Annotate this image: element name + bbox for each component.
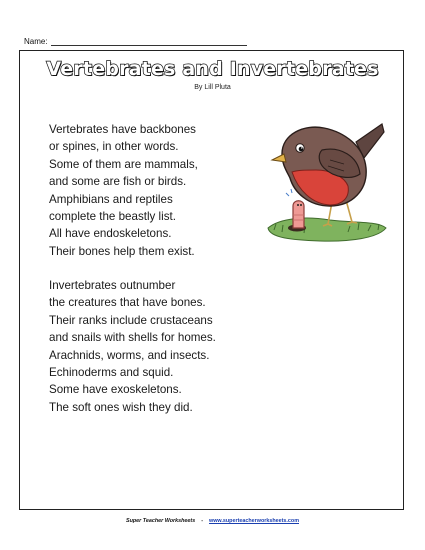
robin-beak-icon [272,154,286,162]
worksheet-footer [0,518,425,524]
name-blank-line[interactable] [51,37,247,46]
poem-line: All have endoskeletons. [49,227,172,241]
poem-line: and some are fish or birds. [49,175,187,189]
grass-patch-icon [268,218,386,241]
poem-byline: By Lill Pluta [194,84,231,91]
poem-line: Their bones help them exist. [49,244,195,258]
poem-line: Their ranks include crustaceans [49,313,213,327]
poem-line: Some of them are mammals, [49,157,198,171]
poem-line: Some have exoskeletons. [49,383,182,397]
poem-line: and snails with shells for homes. [49,331,216,345]
robin-and-worm-illustration [260,120,390,255]
stanza-one [49,121,198,260]
poem-line: The soft ones wish they did. [49,400,193,414]
poem-line: Amphibians and reptiles [49,192,173,206]
poem-title: Vertebrates and Invertebrates [46,58,379,80]
footer-separator: - [201,518,204,524]
footer-brand: Super Teacher Worksheets [126,518,196,524]
poem-line: Invertebrates outnumber [49,279,176,292]
poem-line: complete the beastly list. [49,210,176,224]
footer-website-link[interactable]: www.superteacherworksheets.com [209,518,299,524]
poem-line: or spines, in other words. [49,140,179,154]
poem-line: the creatures that have bones. [49,296,206,310]
stanza-two [49,277,216,416]
poem-line: Vertebrates have backbones [49,123,196,136]
poem-line: Echinoderms and squid. [49,366,174,380]
poem-line: Arachnids, worms, and insects. [49,348,210,362]
name-label: Name: [24,37,48,46]
name-field-row [24,37,247,46]
